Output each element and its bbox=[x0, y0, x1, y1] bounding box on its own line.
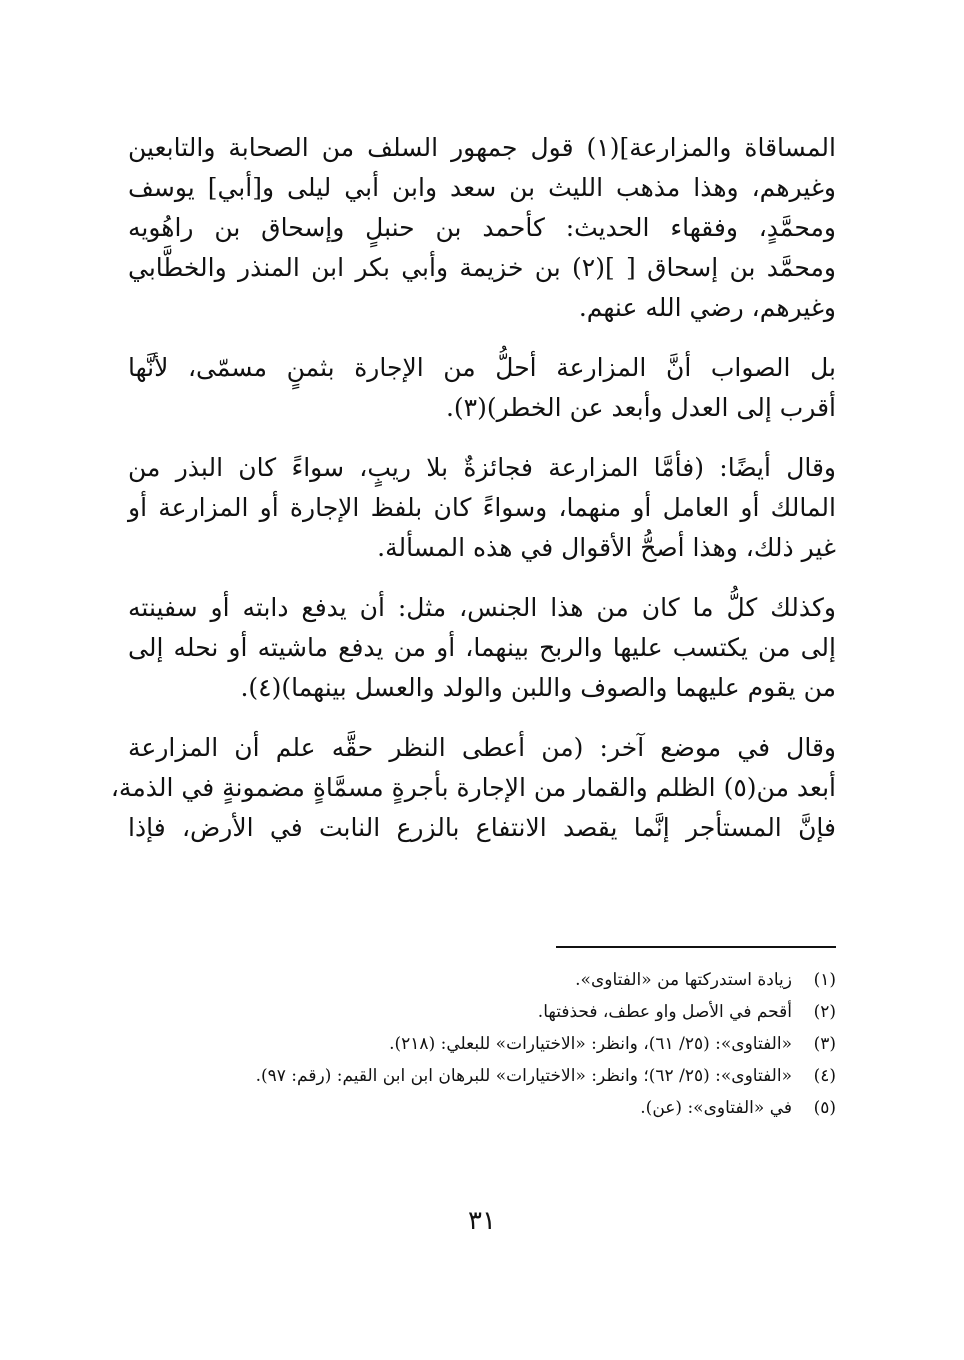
footnote-3 bbox=[128, 1030, 836, 1059]
footnote-4 bbox=[128, 1062, 836, 1091]
text-line: وقال في موضع آخر: (من أعطى النظر حقَّه علم أن المزارعة bbox=[128, 733, 836, 762]
paragraph-1 bbox=[128, 128, 836, 328]
main-text bbox=[110, 128, 836, 868]
page-number: ٣١ bbox=[468, 1206, 496, 1236]
text-line: المساقاة والمزارعة](١) قول جمهور السلف من الصحابة والتابعين bbox=[128, 133, 836, 162]
text-line: المالك أو العامل أو منهما، وسواءً كان بلفظ الإجارة أو المزارعة أو bbox=[128, 493, 836, 522]
footnote-number: (٣) bbox=[813, 1034, 836, 1054]
footnote-text: أقحم في الأصل واو عطف، فحذفتها. bbox=[537, 1002, 792, 1022]
footnote-divider bbox=[556, 946, 836, 948]
footnote-number: (٥) bbox=[813, 1098, 836, 1118]
text-line: غير ذلك، وهذا أصحُّ الأقوال في هذه المسألة. bbox=[377, 533, 836, 562]
text-line: أبعد من(٥) الظلم والقمار من الإجارة بأجرةٍ مسمَّاةٍ مضمونةٍ في الذمة، bbox=[110, 773, 836, 802]
text-line: بل الصواب أنَّ المزارعة أحلُّ من الإجارة بثمنٍ مسمّى، لأنَّها bbox=[128, 353, 836, 382]
footnote-1 bbox=[128, 966, 836, 995]
footnote-number: (٤) bbox=[813, 1066, 836, 1086]
footnote-2 bbox=[128, 998, 836, 1027]
text-line: أقرب إلى العدل وأبعد عن الخطر)(٣). bbox=[445, 393, 836, 422]
footnote-text: «الفتاوى»: (٢٥/ ٦٢)؛ وانظر: «الاختيارات» للبرهان ابن ابن القيم: (رقم: ٩٧). bbox=[255, 1066, 792, 1086]
footnote-text: في «الفتاوى»: (عن). bbox=[640, 1098, 792, 1118]
text-line: وقال أيضًا: (فأمَّا المزارعة فجائزةٌ بلا ريبٍ، سواءً كان البذر من bbox=[128, 453, 836, 482]
footnote-text: «الفتاوى»: (٢٥/ ٦١)، وانظر: «الاختيارات» للبعلي: (٢١٨). bbox=[389, 1034, 792, 1054]
paragraph-4 bbox=[128, 588, 836, 708]
footnote-number: (١) bbox=[813, 970, 836, 990]
text-line: من يقوم عليهما والصوف واللبن والولد والعسل بينهما)(٤). bbox=[240, 673, 836, 702]
text-line: ومحمَّدٍ، وفقهاء الحديث: كأحمد بن حنبلٍ وإسحاق بن راهُويه bbox=[128, 213, 836, 242]
footnotes bbox=[128, 966, 836, 1126]
text-line: وغيرهم، رضي الله عنهم. bbox=[578, 293, 836, 322]
paragraph-5 bbox=[110, 728, 836, 848]
text-line: فإنَّ المستأجر إنَّما يقصد الانتفاع بالزرع النابت في الأرض، فإذا bbox=[128, 813, 836, 842]
paragraph-3 bbox=[128, 448, 836, 568]
footnote-number: (٢) bbox=[813, 1002, 836, 1022]
text-line: وكذلك كلُّ ما كان من هذا الجنس، مثل: أن يدفع دابته أو سفينته bbox=[128, 593, 836, 622]
text-line: إلى من يكتسب عليها والربح بينهما، أو من يدفع ماشيته أو نحله إلى bbox=[128, 633, 836, 662]
paragraph-2 bbox=[128, 348, 836, 428]
text-line: وغيرهم، وهذا مذهب الليث بن سعد وابن أبي ليلى و[أبي] يوسف bbox=[128, 173, 836, 202]
footnote-5 bbox=[128, 1094, 836, 1123]
text-line: ومحمَّد بن إسحاق [ ](٢) بن خزيمة وأبي بكر ابن المنذر والخطَّابي bbox=[128, 253, 836, 282]
footnote-text: زيادة استدركتها من «الفتاوى». bbox=[575, 970, 792, 990]
